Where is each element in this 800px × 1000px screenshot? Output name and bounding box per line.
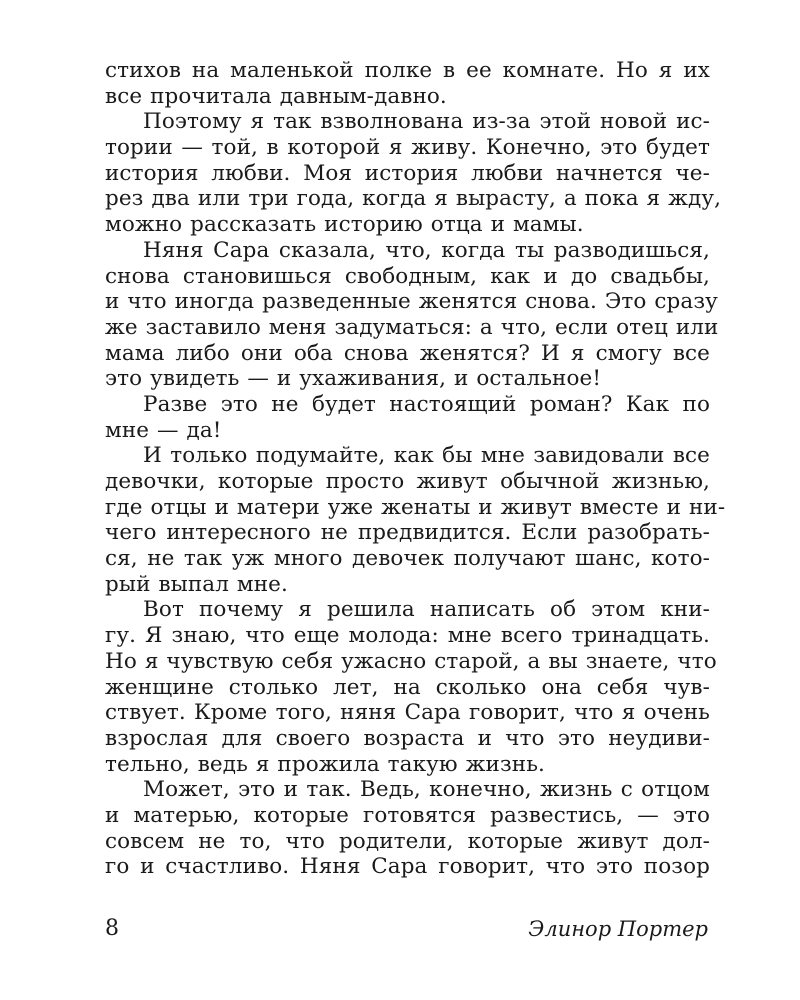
text-line: Поэтому я так взволнована из-за этой новой ис-	[143, 109, 710, 135]
text-line: мне — да!	[105, 417, 222, 443]
text-line: снова становишься свободным, как и до свадьбы,	[105, 263, 710, 289]
page-number: 8	[105, 916, 119, 941]
text-line: это увидеть — и ухаживания, и остальное!	[105, 366, 602, 392]
text-line: Может, это и так. Ведь, конечно, жизнь с отцом	[143, 777, 710, 803]
text-line: Разве это не будет настоящий роман? Как по	[143, 391, 710, 417]
text-line: тельно, ведь я прожила такую жизнь.	[105, 751, 545, 777]
text-line: мама либо они оба снова женятся? И я смогу все	[105, 340, 710, 366]
text-line: стихов на маленькой полке в ее комнате. Но я их	[105, 58, 710, 83]
text-line: Но я чувствую себя ужасно старой, а вы знаете, что	[105, 648, 717, 674]
text-line: девочки, которые просто живут обычной жизнью,	[105, 469, 710, 494]
text-line: взрослая для своего возраста и что это неудиви-	[105, 725, 710, 751]
text-line: Вот почему я решила написать об этом кни-	[143, 597, 710, 623]
text-line: го и счастливо. Няня Сара говорит, что это позор	[105, 854, 710, 880]
running-footer-author: Элинор Портер	[528, 917, 708, 941]
text-line: ствует. Кроме того, няня Сара говорит, что я очень	[105, 700, 710, 726]
text-line: все прочитала давным-давно.	[105, 83, 447, 109]
text-line: рез два или три года, когда я вырасту, а пока я жду,	[105, 186, 722, 212]
text-line: Няня Сара сказала, что, когда ты разводишься,	[143, 237, 710, 263]
text-line: же заставило меня задуматься: а что, если отец или	[105, 314, 719, 340]
text-line: и матерью, которые готовятся развестись, — это	[105, 802, 710, 828]
text-line: история любви. Моя история любви начнется че-	[105, 160, 710, 186]
text-line: совсем не то, что родители, которые живут дол-	[105, 828, 710, 854]
text-line: гу. Я знаю, что еще молода: мне всего тринадцать.	[105, 623, 710, 649]
text-line: женщине столько лет, на сколько она себя чув-	[105, 674, 710, 700]
text-line: и что иногда разведенные женятся снова. Это сразу	[105, 289, 718, 315]
body-text	[105, 58, 726, 880]
text-line: тории — той, в которой я живу. Конечно, это будет	[105, 135, 710, 161]
text-line: ся, не так уж много девочек получают шанс, кото-	[105, 546, 710, 572]
text-line: можно рассказать историю отца и мамы.	[105, 212, 584, 238]
text-line: где отцы и матери уже женаты и живут вместе и ни-	[105, 494, 726, 520]
text-line: чего интересного не предвидится. Если разобрать-	[105, 520, 710, 546]
text-line: И только подумайте, как бы мне завидовали все	[143, 443, 710, 469]
text-line: рый выпал мне.	[105, 571, 288, 597]
